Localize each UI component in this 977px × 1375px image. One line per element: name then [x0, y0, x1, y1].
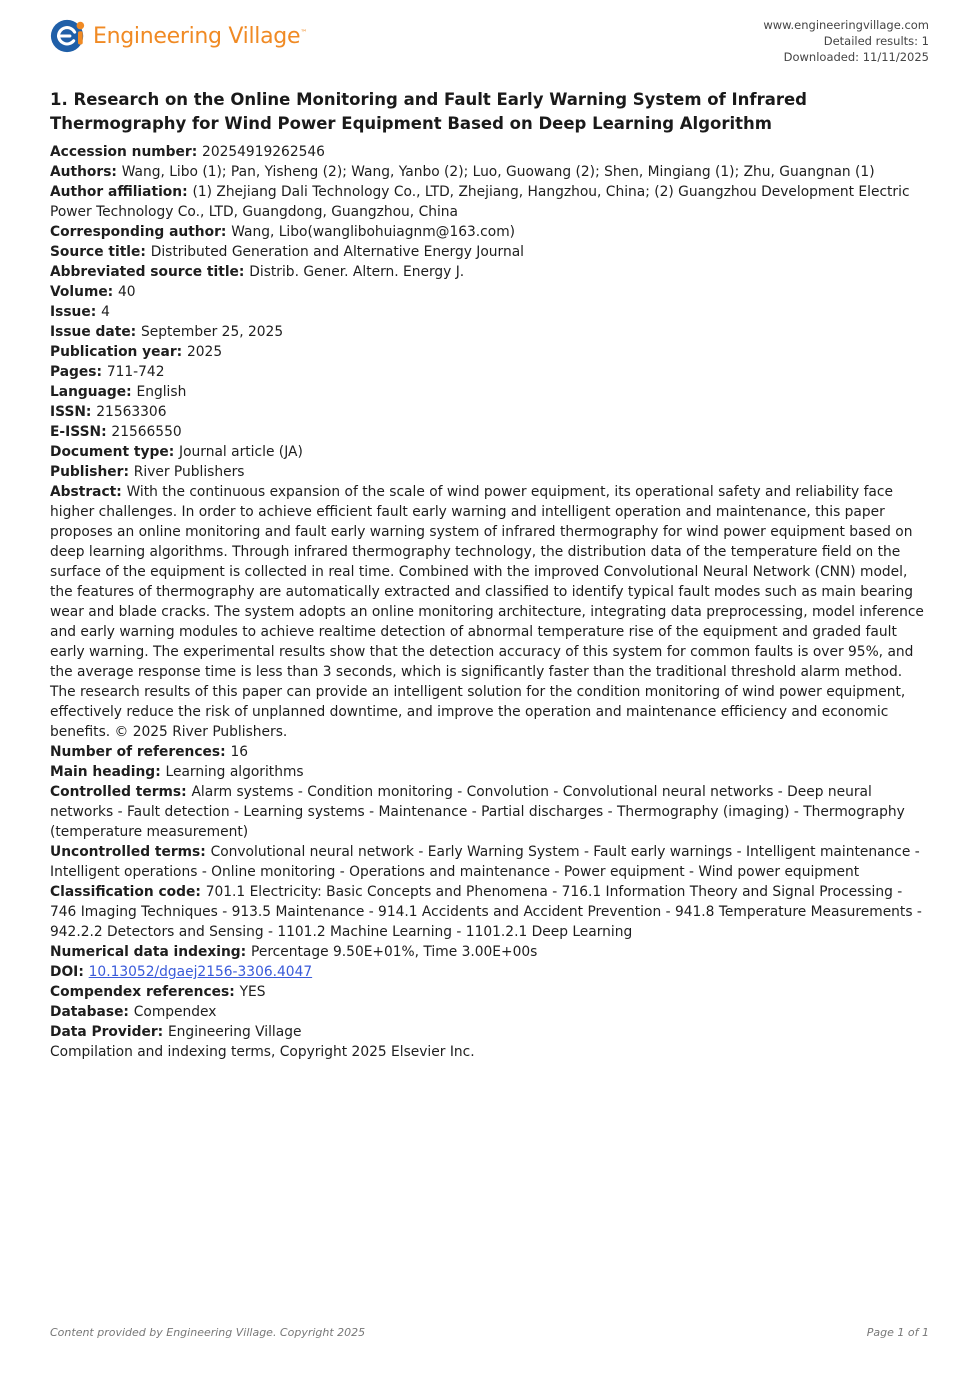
- field-label: E-ISSN:: [50, 424, 107, 440]
- record-title: 1. Research on the Online Monitoring and Fault Early Warning System of Infrared Thermography for Wind Power Equipment Based on Deep Learning Algorithm: [50, 90, 807, 133]
- field-document-type: [50, 442, 928, 462]
- field-label: Language:: [50, 384, 132, 400]
- field-value: (1) Zhejiang Dali Technology Co., LTD, Zhejiang, Hangzhou, China; (2) Guangzhou Development Electric Power Technology Co., LTD, Guangdong, Guangzhou, China: [50, 184, 910, 220]
- copyright-text: Compilation and indexing terms, Copyright 2025 Elsevier Inc.: [50, 1044, 475, 1060]
- field-label: Classification code:: [50, 884, 201, 900]
- field-label: Authors:: [50, 164, 117, 180]
- field-value: Journal article (JA): [179, 444, 303, 460]
- field-label: Abbreviated source title:: [50, 264, 245, 280]
- field-issue-date: [50, 322, 928, 342]
- field-value: Engineering Village: [167, 1024, 302, 1040]
- brand-name: Engineering Village™: [93, 23, 307, 49]
- field-value: Wang, Libo (1); Pan, Yisheng (2); Wang, Yanbo (2); Luo, Guowang (2); Shen, Mingiang (1); Zhu, Guangnan (1): [121, 164, 875, 180]
- field-value: September 25, 2025: [141, 324, 284, 340]
- field-value: 21566550: [111, 424, 182, 440]
- field-value: 2025: [186, 344, 223, 360]
- field-uncontrolled-terms: [50, 842, 928, 882]
- field-database: [50, 1002, 928, 1022]
- field-label: Controlled terms:: [50, 784, 187, 800]
- field-label: Numerical data indexing:: [50, 944, 247, 960]
- field-label: Database:: [50, 1004, 129, 1020]
- field-abbreviated-source-title: [50, 262, 928, 282]
- field-label: Uncontrolled terms:: [50, 844, 206, 860]
- field-value: 40: [118, 284, 136, 300]
- field-label: Pages:: [50, 364, 103, 380]
- field-value: Learning algorithms: [165, 764, 304, 780]
- field-language: [50, 382, 928, 402]
- field-authors: [50, 162, 928, 182]
- doi-link[interactable]: 10.13052/dgaej2156-3306.4047: [88, 964, 313, 980]
- field-value: Distributed Generation and Alternative Energy Journal: [150, 244, 525, 260]
- field-corresponding-author: [50, 222, 928, 242]
- field-classification-code: [50, 882, 928, 942]
- detailed-results-count: Detailed results: 1: [823, 34, 929, 48]
- field-volume: [50, 282, 928, 302]
- field-value: Percentage 9.50E+01%, Time 3.00E+00s: [251, 944, 538, 960]
- record-fields: [50, 142, 928, 1042]
- field-number-of-references: [50, 742, 928, 762]
- field-controlled-terms: [50, 782, 928, 842]
- field-value: 16: [230, 744, 249, 760]
- field-doi: [50, 962, 928, 982]
- field-value: 701.1 Electricity: Basic Concepts and Phenomena - 716.1 Information Theory and Signal Processing - 746 Imaging Techniques - 913.5 Maintenance - 914.1 Accidents and Accident Prevention - 941.8 Temperature Measurements - 942.2.2 Detectors and Sensing - 1101.2 Machine Learning - 1101.2.1 Deep Learning: [50, 884, 922, 940]
- download-date: Downloaded: 11/11/2025: [783, 50, 929, 64]
- field-label: Data Provider:: [50, 1024, 164, 1040]
- field-value: Convolutional neural network - Early Warning System - Fault early warnings - Intelligent maintenance - Intelligent operations - Online monitoring - Operations and maintenance - Power equipment - Wind power equipment: [50, 844, 920, 880]
- field-value: 20254919262546: [202, 144, 325, 160]
- field-label: Author affiliation:: [50, 184, 188, 200]
- field-issue: [50, 302, 928, 322]
- field-data-provider: [50, 1022, 928, 1042]
- field-compendex-references: [50, 982, 928, 1002]
- field-issn: [50, 402, 928, 422]
- brand-logo: [49, 17, 307, 55]
- field-value: English: [136, 384, 187, 400]
- field-label: ISSN:: [50, 404, 92, 420]
- field-label: Main heading:: [50, 764, 161, 780]
- footer-credit: Content provided by Engineering Village. Copyright 2025: [50, 1326, 366, 1339]
- field-publication-year: [50, 342, 928, 362]
- field-label: Publication year:: [50, 344, 183, 360]
- field-abstract: [50, 482, 928, 742]
- field-label: Corresponding author:: [50, 224, 227, 240]
- field-label: Document type:: [50, 444, 175, 460]
- field-numerical-data-indexing: [50, 942, 928, 962]
- trademark-mark: ™: [300, 28, 307, 37]
- copyright-line: [50, 1042, 928, 1062]
- field-accession-number: [50, 142, 928, 162]
- field-label: Volume:: [50, 284, 114, 300]
- field-label: Abstract:: [50, 484, 122, 500]
- field-value: 4: [101, 304, 110, 320]
- field-value: Distrib. Gener. Altern. Energy J.: [249, 264, 465, 280]
- field-value: With the continuous expansion of the scale of wind power equipment, its operational safety and reliability face higher challenges. In order to achieve efficient fault early warning and intelligent operation and maintenance, this paper proposes an online monitoring and fault early warning system of infrared thermography for wind power equipment based on deep learning algorithms. Through infrared thermography technology, the distribution data of the temperature field on the surface of the equipment is collected in real time. Combined with the improved Convolutional Neural Network (CNN) model, the features of thermography are automatically extracted and classified to identify typical fault modes such as main bearing wear and blade cracks. The system adopts an online monitoring architecture, integrating data preprocessing, model inference and early warning modules to achieve realtime detection of abnormal temperature rise of the equipment and graded fault early warning. The experimental results show that the detection accuracy of this system for common faults is over 95%, and the average response time is less than 3 seconds, which is significantly faster than the traditional threshold alarm method. The research results of this paper can provide an intelligent solution for the condition monitoring of wind power equipment, effectively reduce the risk of unplanned downtime, and improve the operation and maintenance efficiency and economic benefits. © 2025 River Publishers.: [50, 484, 924, 740]
- site-url: www.engineeringvillage.com: [763, 18, 929, 32]
- engineering-village-logo-icon: [49, 17, 87, 55]
- field-label: DOI:: [50, 964, 84, 980]
- field-main-heading: [50, 762, 928, 782]
- field-label: Compendex references:: [50, 984, 235, 1000]
- field-value: Alarm systems - Condition monitoring - Convolution - Convolutional neural networks - Deep neural networks - Fault detection - Learning systems - Maintenance - Partial discharges - Thermography (imaging) - Thermography (temperature measurement): [50, 784, 905, 840]
- field-pages: [50, 362, 928, 382]
- field-label: Issue:: [50, 304, 97, 320]
- field-value: Compendex: [133, 1004, 217, 1020]
- field-publisher: [50, 462, 928, 482]
- field-value: 711-742: [106, 364, 165, 380]
- record-content: [50, 88, 928, 1062]
- field-e-issn: [50, 422, 928, 442]
- field-label: Number of references:: [50, 744, 226, 760]
- field-label: Source title:: [50, 244, 146, 260]
- footer-page-number: Page 1 of 1: [866, 1326, 929, 1339]
- field-label: Publisher:: [50, 464, 129, 480]
- field-source-title: [50, 242, 928, 262]
- field-value: YES: [239, 984, 266, 1000]
- field-author-affiliation: [50, 182, 928, 222]
- field-value: River Publishers: [133, 464, 245, 480]
- field-label: Accession number:: [50, 144, 198, 160]
- field-value: 21563306: [96, 404, 167, 420]
- header-meta: [763, 17, 929, 65]
- field-value: Wang, Libo(wanglibohuiagnm@163.com): [231, 224, 516, 240]
- field-label: Issue date:: [50, 324, 137, 340]
